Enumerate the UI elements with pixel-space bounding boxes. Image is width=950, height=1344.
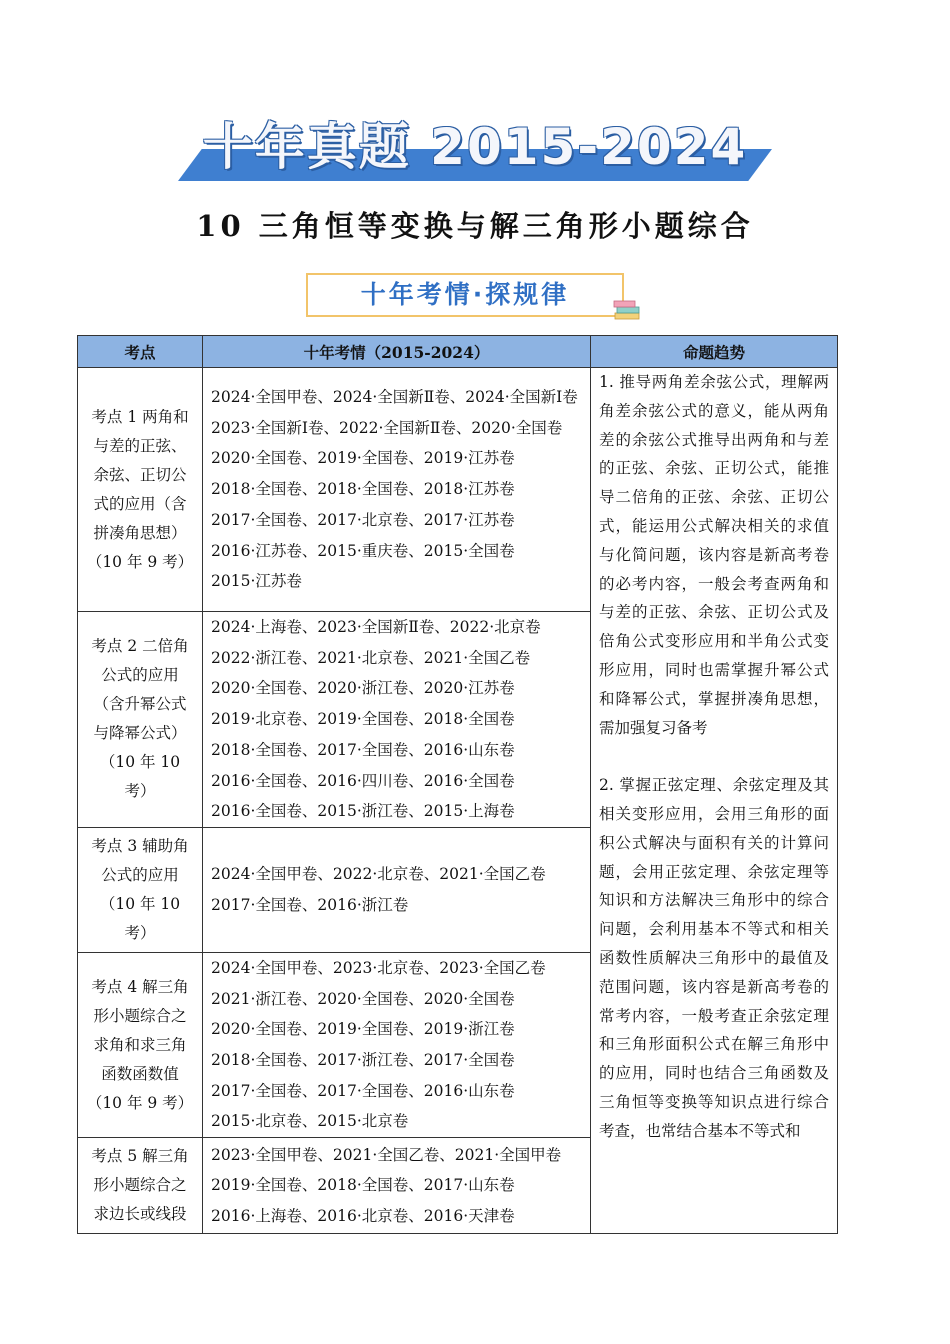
years-cell	[203, 827, 591, 952]
document-title: 10 三角恒等变换与解三角形小题综合	[196, 209, 754, 243]
year-line: 2024·全国甲卷、2024·全国新Ⅱ卷、2024·全国新Ⅰ卷	[211, 388, 578, 407]
year-line: 2016·全国卷、2015·浙江卷、2015·上海卷	[211, 802, 515, 821]
trend-paragraph-1: 1. 推导两角差余弦公式，理解两角差余弦公式的意义，能从两角差的余弦公式推导出两角和与差的正弦、余弦、正切公式，能推导二倍角的正弦、余弦、正切公式，能运用公式解决相关的求值与化简问题，该内容是新高考卷的必考内容，一般会考查两角和与差的正弦、余弦、正切公式及倍角公式变形应用和半角公式变形应用，同时也需掌握升幂公式和降幂公式，掌握拼凑角思想，需加强复习备考	[599, 373, 829, 737]
years-cell	[203, 368, 591, 612]
section-badge-text: 十年考情·探规律	[360, 280, 570, 309]
year-line: 2019·北京卷、2019·全国卷、2018·全国卷	[211, 710, 515, 729]
banner-text: 十年真题 2015-2024	[202, 118, 748, 176]
exam-analysis-table	[77, 335, 838, 1234]
year-line: 2022·浙江卷、2021·北京卷、2021·全国乙卷	[211, 648, 531, 667]
year-line: 2020·全国卷、2019·全国卷、2019·江苏卷	[211, 449, 515, 468]
year-line: 2016·上海卷、2016·北京卷、2016·天津卷	[211, 1206, 515, 1225]
year-line: 2018·全国卷、2018·全国卷、2018·江苏卷	[211, 480, 515, 499]
year-line: 2017·全国卷、2017·全国卷、2016·山东卷	[211, 1081, 515, 1100]
trend-paragraph-2: 2. 掌握正弦定理、余弦定理及其相关变形应用，会用三角形的面积公式解决与面积有关的计算问题，会用正弦定理、余弦定理等知识和方法解决三角形中的综合问题，会利用基本不等式和相关函数性质解决三角形中的最值及范围问题，该内容是新高考卷的常考内容，一般考查正余弦定理和三角形面积公式在解三角形中的应用，同时也结合三角函数及三角恒等变换等知识点进行综合考查，也常结合基本不等式和	[599, 776, 829, 1140]
years-cell	[203, 952, 591, 1137]
header-trend: 命题趋势	[591, 336, 838, 368]
books-icon	[612, 298, 642, 322]
year-line: 2020·全国卷、2020·浙江卷、2020·江苏卷	[211, 679, 515, 698]
year-line: 2021·浙江卷、2020·全国卷、2020·全国卷	[211, 989, 515, 1008]
year-line: 2017·全国卷、2016·浙江卷	[211, 895, 409, 914]
year-line: 2015·北京卷、2015·北京卷	[211, 1112, 409, 1131]
year-line: 2019·全国卷、2018·全国卷、2017·山东卷	[211, 1176, 515, 1195]
year-line: 2023·全国新Ⅰ卷、2022·全国新Ⅱ卷、2020·全国卷	[211, 418, 563, 437]
year-line: 2020·全国卷、2019·全国卷、2019·浙江卷	[211, 1020, 515, 1039]
years-cell	[203, 612, 591, 828]
year-line: 2023·全国甲卷、2021·全国乙卷、2021·全国甲卷	[211, 1145, 562, 1164]
table-header-row	[78, 336, 838, 368]
topic-cell: 考点 3 辅助角公式的应用（10 年 10 考）	[78, 827, 203, 952]
year-line: 2018·全国卷、2017·浙江卷、2017·全国卷	[211, 1051, 515, 1070]
topic-cell: 考点 2 二倍角公式的应用（含升幂公式与降幂公式）（10 年 10 考）	[78, 612, 203, 828]
table-row	[78, 368, 838, 612]
topic-cell: 考点 5 解三角形小题综合之求边长或线段	[78, 1138, 203, 1234]
year-line: 2024·全国甲卷、2023·北京卷、2023·全国乙卷	[211, 958, 546, 977]
header-topic: 考点	[78, 336, 203, 368]
year-line: 2017·全国卷、2017·北京卷、2017·江苏卷	[211, 510, 515, 529]
title-banner	[178, 117, 772, 185]
header-years: 十年考情（2015-2024）	[203, 336, 591, 368]
year-line: 2016·江苏卷、2015·重庆卷、2015·全国卷	[211, 541, 515, 560]
topic-cell: 考点 1 两角和与差的正弦、余弦、正切公式的应用（含拼凑角思想）（10 年 9 考）	[78, 368, 203, 612]
year-line: 2018·全国卷、2017·全国卷、2016·山东卷	[211, 740, 515, 759]
year-line: 2015·江苏卷	[211, 572, 302, 591]
year-line: 2024·上海卷、2023·全国新Ⅱ卷、2022·北京卷	[211, 618, 541, 636]
trend-cell	[591, 368, 838, 1234]
year-line: 2016·全国卷、2016·四川卷、2016·全国卷	[211, 771, 515, 790]
section-badge	[306, 273, 624, 317]
topic-cell: 考点 4 解三角形小题综合之求角和求三角函数函数值（10 年 9 考）	[78, 952, 203, 1137]
years-cell	[203, 1138, 591, 1234]
year-line: 2024·全国甲卷、2022·北京卷、2021·全国乙卷	[211, 865, 546, 884]
